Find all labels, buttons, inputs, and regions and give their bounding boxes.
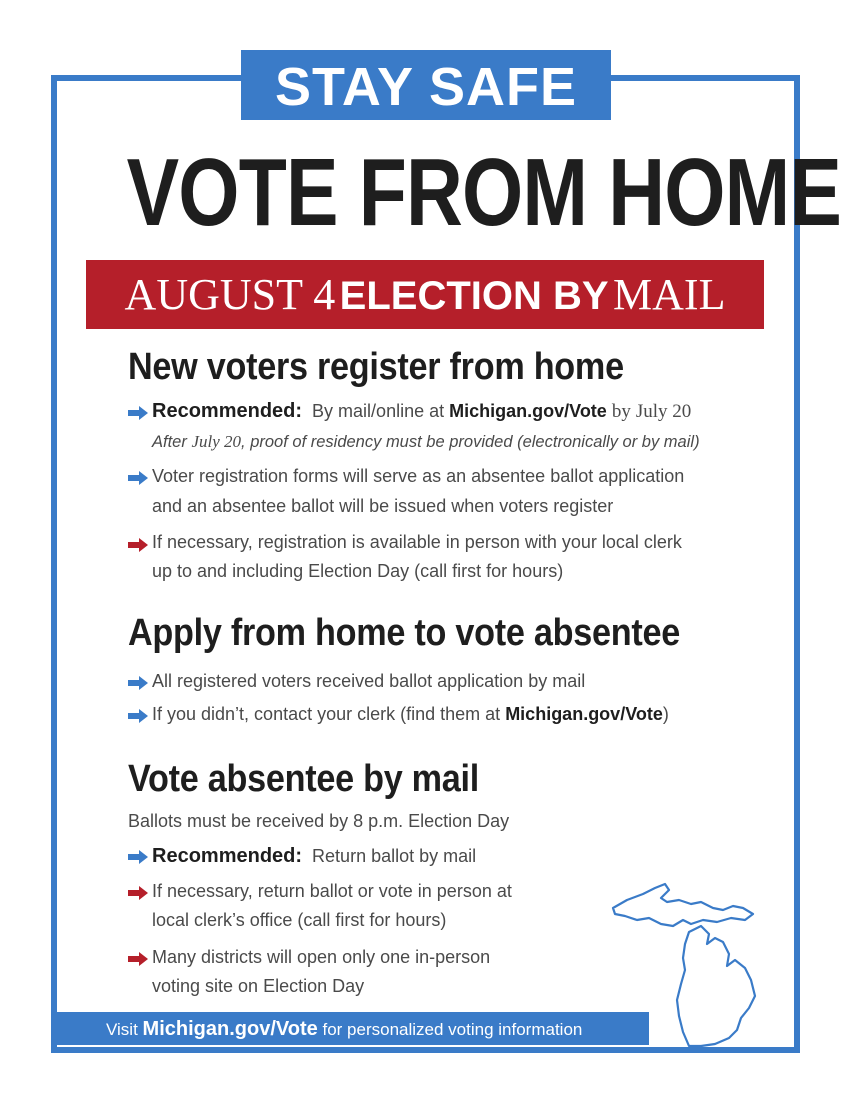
voting-sites-line2: voting site on Election Day (152, 976, 365, 996)
return-in-person-line2: local clerk’s office (call first for hours) (152, 910, 447, 930)
arrow-right-icon (128, 886, 148, 900)
recommended-label: Recommended: (152, 400, 303, 422)
note-date: July 20 (191, 432, 242, 451)
contact-clerk (152, 704, 669, 725)
return-recommended (152, 845, 476, 868)
election-banner (86, 260, 764, 329)
registration-forms-line2: and an absentee ballot will be issued when voters register (152, 496, 614, 516)
arrow-right-icon (128, 952, 148, 966)
register-recommended (152, 400, 691, 423)
paren-close: ) (662, 704, 669, 724)
voting-sites-line1: Many districts will open only one in-person (152, 947, 491, 967)
arrow-right-icon (128, 538, 148, 552)
arrow-right-icon (128, 406, 148, 420)
registration-forms-line1: Voter registration forms will serve as an absentee ballot application (152, 466, 685, 486)
contact-clerk-text: If you didn’t, contact your clerk (find them at (152, 704, 501, 724)
arrow-right-icon (128, 709, 148, 723)
return-method: Return ballot by mail (312, 846, 477, 866)
michigan-vote-link[interactable]: Michigan.gov/Vote (505, 704, 663, 724)
section-heading-register: New voters register from home (128, 346, 624, 388)
application-received: All registered voters received ballot application by mail (152, 671, 586, 691)
by-text: by (611, 401, 631, 422)
arrow-right-icon (128, 850, 148, 864)
footer-michigan-vote-link[interactable]: Michigan.gov/Vote (142, 1018, 318, 1040)
arrow-right-icon (128, 676, 148, 690)
footer-visit: Visit (106, 1020, 138, 1039)
register-method: By mail/online at (312, 401, 445, 421)
election-mail: MAIL (613, 270, 726, 319)
in-person-registration-line2: up to and including Election Day (call first for hours) (152, 561, 564, 581)
section-heading-apply: Apply from home to vote absentee (128, 612, 680, 654)
footer-bar (57, 1012, 649, 1045)
page-title: VOTE FROM HOME (126, 139, 842, 246)
recommended-label: Recommended: (152, 845, 303, 867)
arrow-right-icon (128, 471, 148, 485)
note-after: After (152, 433, 187, 451)
register-deadline: July 20 (635, 401, 692, 422)
michigan-vote-link[interactable]: Michigan.gov/Vote (449, 401, 607, 421)
note-text: , proof of residency must be provided (electronically or by mail) (241, 433, 700, 451)
register-note (152, 432, 700, 452)
election-date: AUGUST 4 (124, 270, 336, 319)
footer-text: for personalized voting information (322, 1020, 583, 1039)
return-in-person-line1: If necessary, return ballot or vote in person at (152, 881, 512, 901)
section-heading-vote-by-mail: Vote absentee by mail (128, 758, 480, 800)
stay-safe-banner: STAY SAFE (241, 50, 611, 120)
election-type: ELECTION BY (339, 274, 609, 318)
in-person-registration-line1: If necessary, registration is available in person with your local clerk (152, 532, 682, 552)
ballot-deadline: Ballots must be received by 8 p.m. Election Day (128, 811, 510, 831)
